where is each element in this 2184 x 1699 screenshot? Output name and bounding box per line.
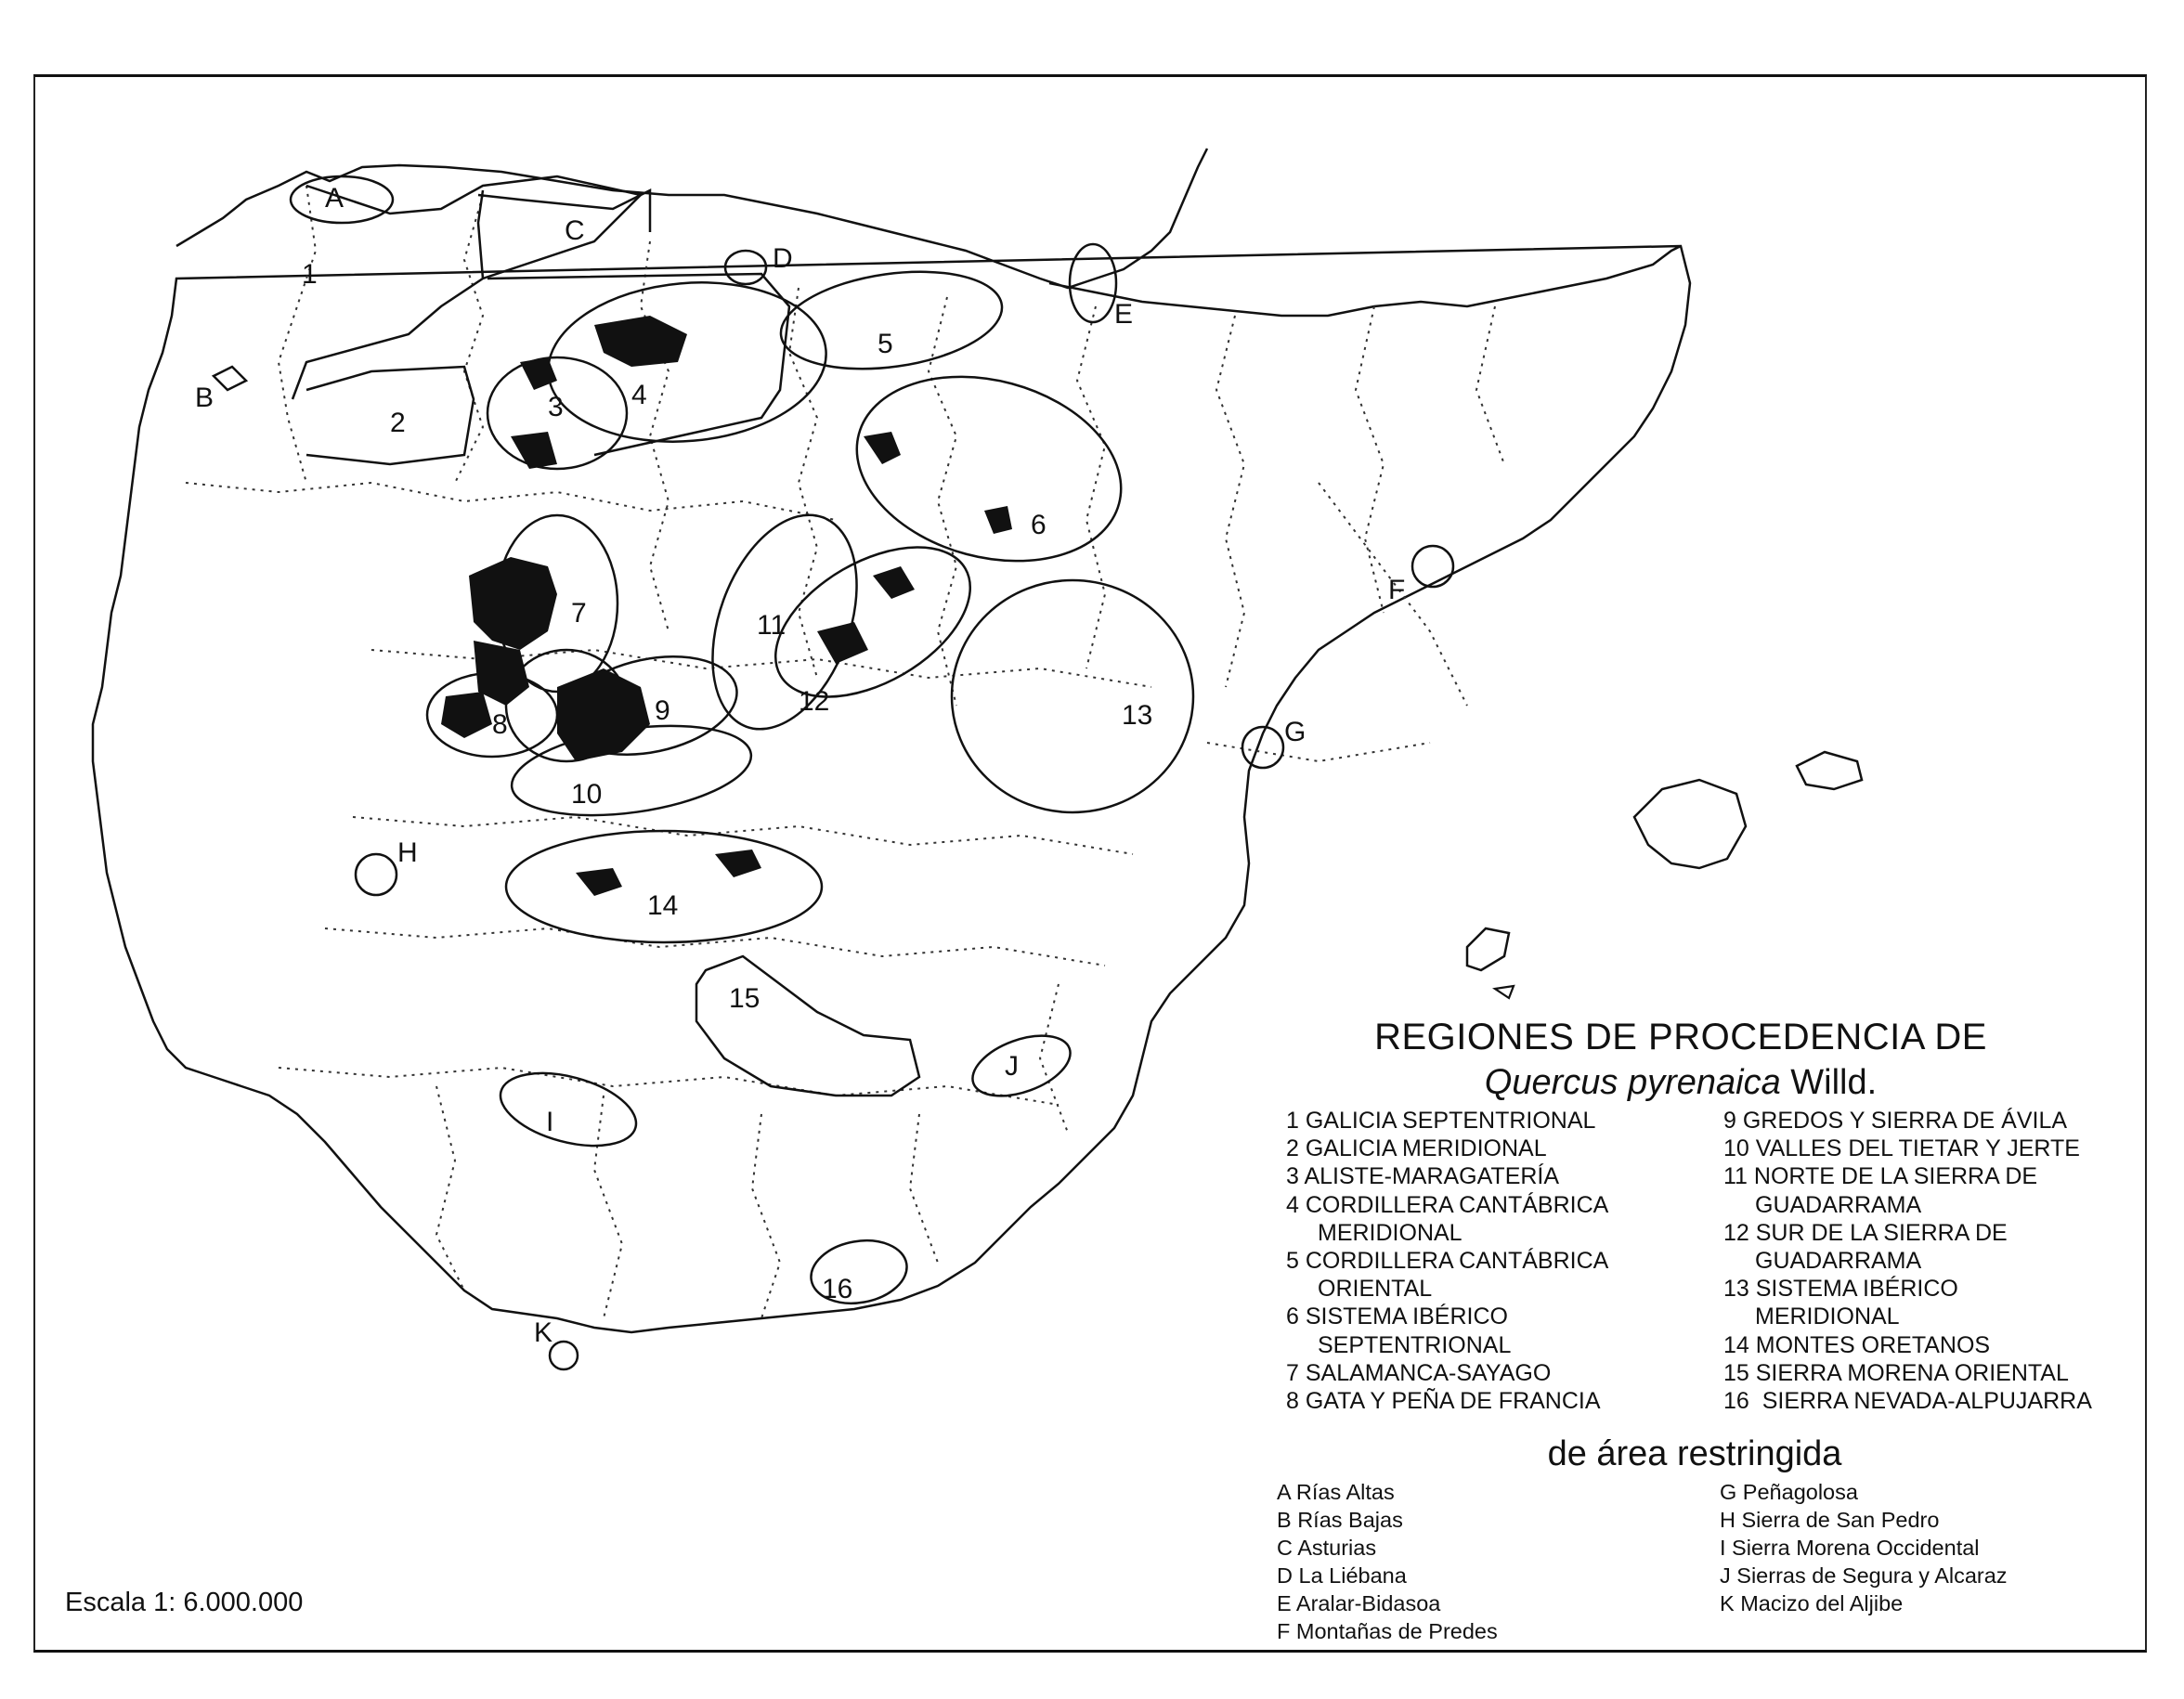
restricted-item: G Peñagolosa [1720, 1480, 1858, 1504]
region-item: 9 GREDOS Y SIERRA DE ÁVILA [1723, 1108, 2068, 1134]
restricted-item: F Montañas de Predes [1277, 1619, 1498, 1643]
restricted-item: E Aralar-Bidasoa [1277, 1591, 1441, 1615]
region-item: 15 SIERRA MORENA ORIENTAL [1723, 1359, 2069, 1386]
label-region-13: 13 [1122, 700, 1153, 731]
label-region-H: H [397, 837, 418, 868]
region-boundaries [214, 176, 1453, 1369]
region-item: 16 SIERRA NEVADA-ALPUJARRA [1723, 1388, 2092, 1415]
region-item: 12 SUR DE LA SIERRA DE [1723, 1219, 2008, 1246]
regions-list-left [1286, 1107, 1608, 1415]
mallorca [1634, 780, 1746, 868]
ibiza [1467, 928, 1509, 970]
label-region-3: 3 [548, 392, 564, 422]
restricted-item: B Rías Bajas [1277, 1508, 1403, 1532]
scale-label: Escala 1: 6.000.000 [65, 1588, 304, 1617]
region-item: 14 MONTES ORETANOS [1723, 1331, 1991, 1358]
region-item: 7 SALAMANCA-SAYAGO [1286, 1359, 1552, 1386]
region-item: 6 SISTEMA IBÉRICO [1286, 1303, 1508, 1330]
region-item: 3 ALISTE-MARAGATERÍA [1286, 1163, 1560, 1190]
region-item-continuation: GUADARRAMA [1755, 1248, 1922, 1275]
label-region-A: A [325, 183, 344, 214]
label-region-2: 2 [390, 408, 406, 438]
restricted-item: K Macizo del Aljibe [1720, 1591, 1904, 1615]
region-item-continuation: ORIENTAL [1318, 1276, 1433, 1303]
region-item: 10 VALLES DEL TIETAR Y JERTE [1723, 1135, 2080, 1162]
regions-list-right [1723, 1107, 2092, 1415]
label-region-16: 16 [822, 1274, 853, 1304]
restricted-list-right [1720, 1478, 2008, 1617]
label-region-11: 11 [757, 610, 786, 641]
label-region-15: 15 [729, 983, 760, 1014]
label-region-4: 4 [631, 380, 647, 410]
label-region-E: E [1114, 299, 1134, 330]
restricted-item: H Sierra de San Pedro [1720, 1508, 1940, 1532]
restricted-title: de área restringida [1547, 1434, 1842, 1473]
region-item-continuation: GUADARRAMA [1755, 1191, 1922, 1218]
region-item: 11 NORTE DE LA SIERRA DE [1723, 1163, 2038, 1190]
restricted-list-left [1277, 1478, 1498, 1645]
label-region-8: 8 [492, 709, 508, 740]
restricted-item: D La Liébana [1277, 1563, 1407, 1588]
region-item: 8 GATA Y PEÑA DE FRANCIA [1286, 1388, 1601, 1415]
label-region-5: 5 [878, 329, 893, 359]
restricted-item: A Rías Altas [1277, 1480, 1395, 1504]
label-region-B: B [195, 383, 214, 413]
region-item-continuation: MERIDIONAL [1755, 1303, 1900, 1330]
label-region-F: F [1388, 575, 1406, 605]
legend-title: REGIONES DE PROCEDENCIA DE [1374, 1017, 1987, 1057]
restricted-item: J Sierras de Segura y Alcaraz [1720, 1563, 2008, 1588]
restricted-item: I Sierra Morena Occidental [1720, 1536, 1980, 1560]
region-item: 1 GALICIA SEPTENTRIONAL [1286, 1108, 1596, 1134]
label-region-9: 9 [655, 695, 670, 726]
region-item-continuation: MERIDIONAL [1318, 1219, 1462, 1246]
label-region-J: J [1005, 1051, 1019, 1082]
label-region-12: 12 [799, 686, 830, 717]
label-region-14: 14 [647, 890, 679, 921]
species-name: Quercus pyrenaica [1484, 1063, 1781, 1102]
region-item-continuation: SEPTENTRIONAL [1318, 1331, 1512, 1358]
label-region-D: D [773, 243, 793, 274]
label-region-7: 7 [571, 598, 587, 629]
label-region-1: 1 [302, 259, 318, 290]
region-item: 13 SISTEMA IBÉRICO [1723, 1276, 1958, 1303]
restricted-item: C Asturias [1277, 1536, 1377, 1560]
label-region-6: 6 [1031, 510, 1046, 540]
menorca [1797, 752, 1862, 789]
formentera [1495, 986, 1514, 998]
label-region-I: I [546, 1107, 554, 1137]
distribution-patches [441, 316, 1012, 896]
region-item: 4 CORDILLERA CANTÁBRICA [1286, 1191, 1609, 1218]
label-region-G: G [1284, 717, 1306, 747]
label-region-C: C [565, 215, 585, 246]
label-region-10: 10 [571, 779, 603, 810]
region-item: 2 GALICIA MERIDIONAL [1286, 1135, 1547, 1162]
label-region-K: K [534, 1317, 553, 1348]
region-item: 5 CORDILLERA CANTÁBRICA [1286, 1248, 1609, 1275]
species-author: Willd. [1790, 1063, 1878, 1102]
legend-species [1323, 1063, 2038, 1103]
